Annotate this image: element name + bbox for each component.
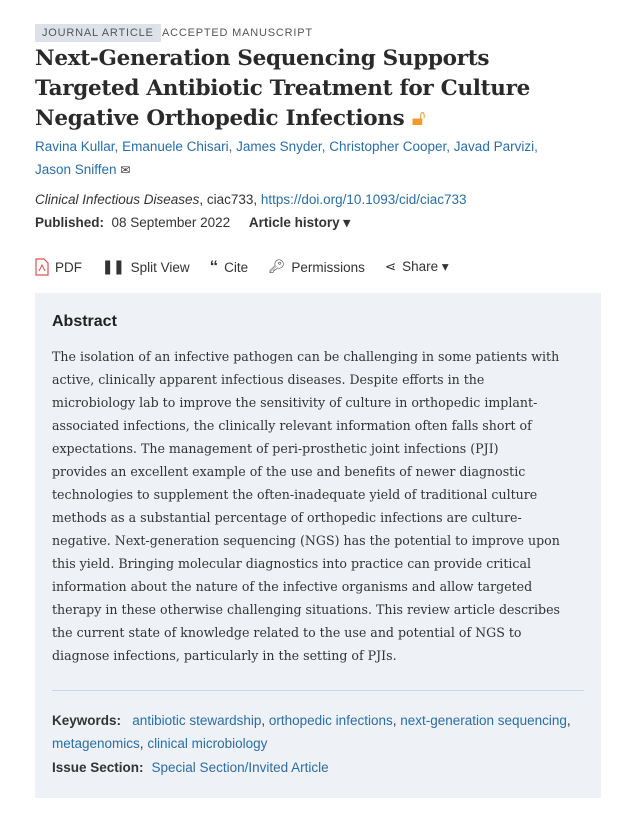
abstract-line: expectations. The management of peri-prosthetic joint infections (PJI) [52, 441, 499, 456]
pdf-icon [35, 258, 49, 276]
share-icon: ⋖ [384, 259, 397, 274]
published-date: 08 September 2022 [111, 215, 231, 230]
split-view-button[interactable] [102, 259, 190, 275]
abstract-text [52, 345, 592, 667]
cite-button[interactable] [210, 257, 249, 277]
keyword-link[interactable]: antibiotic stewardship [132, 713, 262, 728]
title-text: Next-Generation Sequencing Supports Targeted Antibiotic Treatment for Culture Negative Orthopedic Infections [35, 46, 531, 131]
abstract-line: provides an excellent example of the use and benefits of newer diagnostic [52, 464, 526, 479]
share-button[interactable] [385, 259, 449, 275]
author-link[interactable]: Emanuele Chisari [122, 139, 229, 154]
abstract-line: information about the nature of the infective organisms and allow targeted [52, 579, 533, 594]
abstract-line: this yield. Bringing molecular diagnostics into practice can provide critical [52, 556, 531, 571]
pdf-button[interactable] [35, 258, 82, 276]
journal-name: Clinical Infectious Diseases [35, 192, 200, 207]
article-title [35, 44, 595, 134]
abstract-line: associated infections, the clinically relevant information often falls short of [52, 418, 532, 433]
permissions-label: Permissions [291, 259, 365, 275]
split-view-label: Split View [130, 259, 190, 275]
key-icon: 🔑︎ [268, 259, 286, 274]
abstract-line: microbiology lab to improve the sensitivity of culture in orthopedic implant- [52, 395, 538, 410]
abstract-line: therapy in these otherwise challenging situations. This review article describes [52, 602, 561, 617]
abstract-line: technologies to supplement the often-inadequate yield of traditional culture [52, 487, 538, 502]
manuscript-status: ACCEPTED MANUSCRIPT [162, 27, 313, 39]
abstract-line: diagnose infections, particularly in the setting of PJIs. [52, 648, 397, 663]
keyword-link[interactable]: metagenomics [52, 736, 140, 751]
quote-icon: “ [209, 257, 219, 276]
email-icon[interactable]: ✉ [120, 163, 131, 177]
pdf-label: PDF [55, 259, 82, 275]
keyword-link[interactable]: next-generation sequencing [400, 713, 567, 728]
keyword-link[interactable]: orthopedic infections [268, 713, 393, 728]
share-label: Share ▾ [402, 259, 449, 274]
divider [52, 690, 584, 691]
abstract-line: the current state of knowledge related to the use and potential of NGS to [52, 625, 522, 640]
split-view-icon: ❚❚ [102, 259, 125, 274]
open-access-icon: 🔓︎ [411, 106, 426, 131]
author-link[interactable]: James Snyder [236, 139, 322, 154]
keywords-label: Keywords: [52, 713, 122, 728]
article-id: , ciac733, [199, 192, 261, 207]
article-toolbar [35, 257, 449, 277]
keywords: Keywords: antibiotic stewardship, orthopedic infections, next-generation sequencing, metagenomics, clinical microbiology [52, 713, 571, 751]
abstract-heading: Abstract [52, 313, 117, 330]
abstract-line: negative. Next-generation sequencing (NGS) has the potential to improve upon [52, 533, 560, 548]
issue-label: Issue Section: [52, 760, 144, 775]
keyword-link[interactable]: clinical microbiology [147, 736, 268, 751]
permissions-button[interactable] [268, 259, 365, 275]
author-link[interactable]: Christopher Cooper [329, 139, 447, 154]
author-link[interactable]: Ravina Kullar [35, 139, 115, 154]
abstract-section [35, 293, 601, 798]
issue-section-link[interactable]: Special Section/Invited Article [151, 760, 329, 775]
author-list: Ravina Kullar, Emanuele Chisari, James Snyder, Christopher Cooper, Javad Parvizi, Jason Sniffen ✉ [35, 139, 538, 177]
author-link[interactable]: Javad Parvizi [453, 139, 535, 154]
cite-label: Cite [224, 259, 249, 275]
abstract-line: active, clinically apparent infectious diseases. Despite efforts in the [52, 372, 485, 387]
author-link[interactable]: Jason Sniffen [35, 162, 117, 177]
article-type-badge: JOURNAL ARTICLE [35, 24, 161, 42]
doi-link[interactable]: https://doi.org/10.1093/cid/ciac733 [260, 192, 467, 207]
citation [35, 192, 467, 207]
abstract-line: The isolation of an infective pathogen can be challenging in some patients with [52, 349, 560, 364]
published-info [35, 215, 350, 231]
published-label: Published: [35, 215, 105, 230]
issue-section [52, 760, 329, 775]
abstract-line: methods as a substantial percentage of orthopedic infections are culture- [52, 510, 522, 525]
article-history-dropdown[interactable]: Article history ▾ [248, 215, 351, 230]
